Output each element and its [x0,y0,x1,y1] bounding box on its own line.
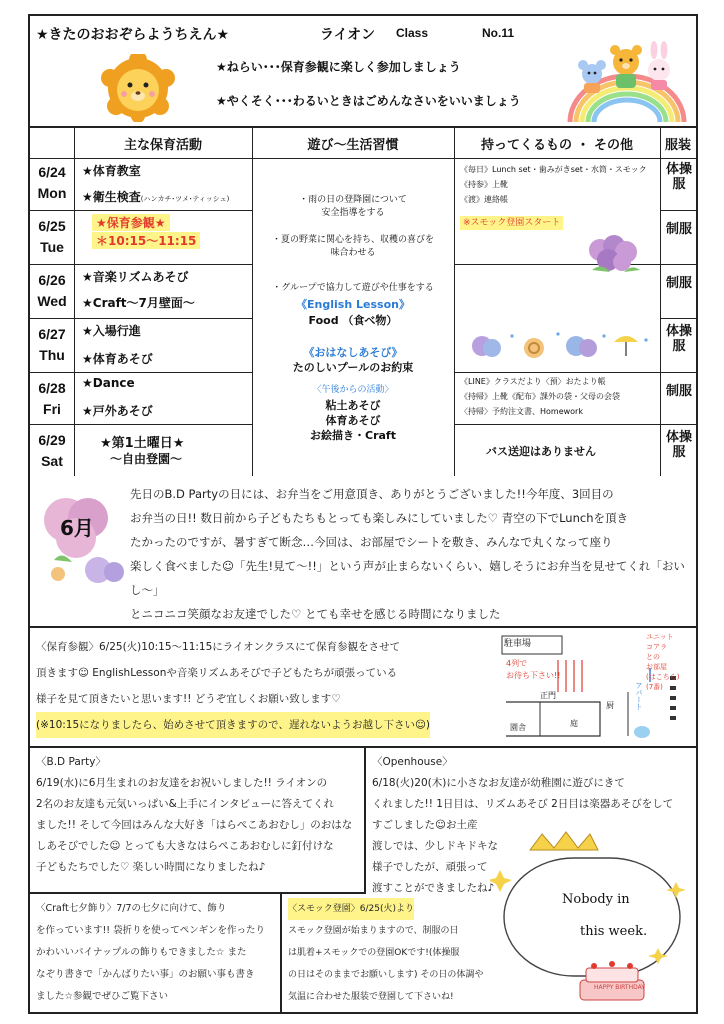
birthday-party-section [30,748,366,894]
header [30,16,696,128]
row-activity-1: ★保育参観★ [92,214,170,231]
row-date: 6/26 Wed [37,272,67,309]
row-activity-2: ★戸外あそび [82,404,153,418]
row-activity-1: ★入場行進 [82,324,141,338]
no-bus-note: バス送迎はありません [486,445,596,458]
animals-rainbow-illustration [564,38,690,124]
row-date: 6/27 Thu [38,326,66,363]
row-date: 6/29 Sat [38,432,66,469]
weekly-schedule-table [30,128,696,476]
smock-text: 〈スモック登園〉6/25(火)より スモック登園が始まりますので、制服の日 は肌着+スモックでの登園OKです!(体操服 の日はそのままでお願いします) その日の体調や 気温に合わせた服装で登園して下さいね! [288,898,506,1008]
row-activity-1: ★第1土曜日★ [100,436,185,451]
parking-label: 駐車場 [504,639,532,649]
open-house-text: 〈Openhouse〉 6/18(火)20(木)に小さなお友達が幼稚園に遊びにきて くれました!! 1日目は、リズムあそび 2日目は楽器あそびをして すごしました☺お土産 渡しでは、少しドキドキな 様子でしたが、頑張って 渡すことができましたね♪ [372,756,674,894]
parking-lanes [558,660,582,692]
cake-icon [580,961,644,1000]
hydrangea-icon [580,232,646,276]
row-dress: 制服 [665,384,692,399]
row-date: 6/28 Fri [38,380,66,417]
apartment-label: アパート [635,682,643,710]
smock-section [282,894,508,1014]
observation-day-section [30,628,696,748]
row-dress: 制服 [665,222,692,237]
story-play: 《おはなしあそび》 たのしいプールのお約束 [292,346,414,374]
goal-text: ★ねらい･･･保育参観に楽しく参加しましょう [216,60,461,74]
habit-group: ・グループで協力して遊びや仕事をする [272,283,434,293]
observation-day-text: 〈保育参観〉6/25(火)10:15～11:15にライオンクラスにて保育参観をさせて 頂きます☺ EnglishLessonや音楽リズムあそびで子どもたちが頑張っている 様子を見て頂きたいと思います!! どうぞ宜しくお願い致します♡ (※10:15になりましたら、始めさせて頂きますので、遅れないようお越し下さい☺) [36,634,496,738]
lion-face [117,69,159,111]
smock-start-note: ※スモック登園スタート [460,216,563,230]
june-message-section [30,476,696,628]
class-word: Class [396,26,429,40]
building-label: 園舎 [510,723,526,732]
bring-daily: 《毎日》Lunch set・歯みがきset・水筒・スモック 《持参》上靴 《渡》連絡帳 [460,165,647,204]
row-activity-2: ★衛生検査(ハンカチ･ツメ･ティッシュ) [82,190,230,204]
nobody-line-1: Nobody in [562,892,630,907]
school-name: ★きたのおおぞらようちえん★ [36,27,230,43]
row-dress: 体操服 [665,324,692,354]
rabbit [648,41,670,90]
afternoon-activities: 〈午後からの活動〉 粘土あそび 体育あそび お絵描き・Craft [310,385,396,442]
row-activity-1: ★体育教室 [82,164,141,178]
parking-note-2: お待ち下さい!! [506,671,561,680]
june-badge-text: 6月 [60,516,94,540]
row-dress: 体操服 [665,162,692,192]
header-bring-items: 持ってくるもの ・ その他 [480,137,634,153]
june-message-text: 先日のB.D Partyの日には、お弁当をご用意頂き、ありがとうございました!!今年度、3回目の お弁当の日!! 数日前から子どもたちもとっても楽しみにしていました♡ 青空の下でLunchを頂き たかったのですが、暑すぎて断念…今回は、お部屋でシートを敷き、みんなで丸くなって座り 楽しく食べました☺「先生!見て～!!」という声が止まらないくらい、嬉しそうにお弁当を見せてくれ「おいし～」 とニコニコ笑顔なお友達でした♡ とても幸せを感じる時間になりました [130,487,685,621]
class-name: ライオン [320,27,376,43]
gate-label: 正門 [540,691,556,700]
rain-decoration-icon [464,328,652,362]
craft-text: 〈Craft七夕飾り〉7/7の七夕に向けて、飾り を作っています!! 袋折りを使ってペンギンを作ったり かわいいパイナップルの飾りもできました☆ また なぞり書きで「かんばりたい事」のお願い事も書き ました☆参観でぜひご覧下さい [36,903,266,1002]
header-play-habits: 遊び～生活習慣 [307,137,399,153]
row-date: 6/25 Tue [38,218,66,255]
parking-note-1: 4列で [506,659,528,668]
issue-number: No.11 [482,26,515,40]
row-activity-2: ～自由登園～ [110,452,183,466]
promise-text: ★やくそく･･･わるいときはごめんなさいをいいましょう [216,94,521,108]
nobody-line-2: this week. [580,924,648,939]
craft-section [30,894,282,1014]
lion-illustration [96,54,180,122]
cake-label: HAPPY BIRTHDAY [594,984,645,991]
birthday-party-text: 〈B.D Party〉 6/19(水)に6月生まれのお友達をお祝いしました!! ライオンの 2名のお友達も元気いっぱい&上手にインタビューに答えてくれ ました!! そして今回はみんな大好き「はらぺこあおむし」のおはな しあそびでした☺ とっても大きなはらぺこあおむしに釘付けな 子どもたちでした♡ 楽しい時間になりましたね♪ [36,756,353,873]
row-activity-1: ★音楽リズムあそび [82,270,189,284]
header-dress: 服装 [664,137,691,153]
row-dress: 体操服 [665,430,692,460]
habit-vegetables: ・夏の野菜に関心を持ち、収穫の喜びを 味合わせる [271,235,434,258]
side-note: ユニット コアラ との お部屋 (はこちら) (7番) [646,633,680,691]
row-activity-2: ★Craft～7月壁面～ [82,296,195,310]
birthday-frame-illustration [490,828,690,1012]
habit-rain-safety: ・雨の日の登降園について 安全指導をする [299,195,407,218]
kitchen-label: 厨 [606,701,614,710]
newsletter-sheet [28,14,698,1014]
header-activities: 主な保育活動 [123,137,202,153]
row-activity-1: ★Dance [82,376,135,390]
english-lesson: 《English Lesson》 Food （食べ物） [296,298,410,327]
row-activity-2: ＊10:15～11:15 [92,232,200,249]
court-label: 庭 [570,719,578,728]
row-date: 6/24 Mon [37,164,67,201]
row-activity-2: ★体育あそび [82,352,153,366]
bring-friday: 《LINE》クラスだより〈預〉おたより帳 《持帰》上靴《配布》課外の袋・父母の会袋 〈持帰〉予約注文書、Homework [460,377,620,416]
row-dress: 制服 [665,276,692,291]
